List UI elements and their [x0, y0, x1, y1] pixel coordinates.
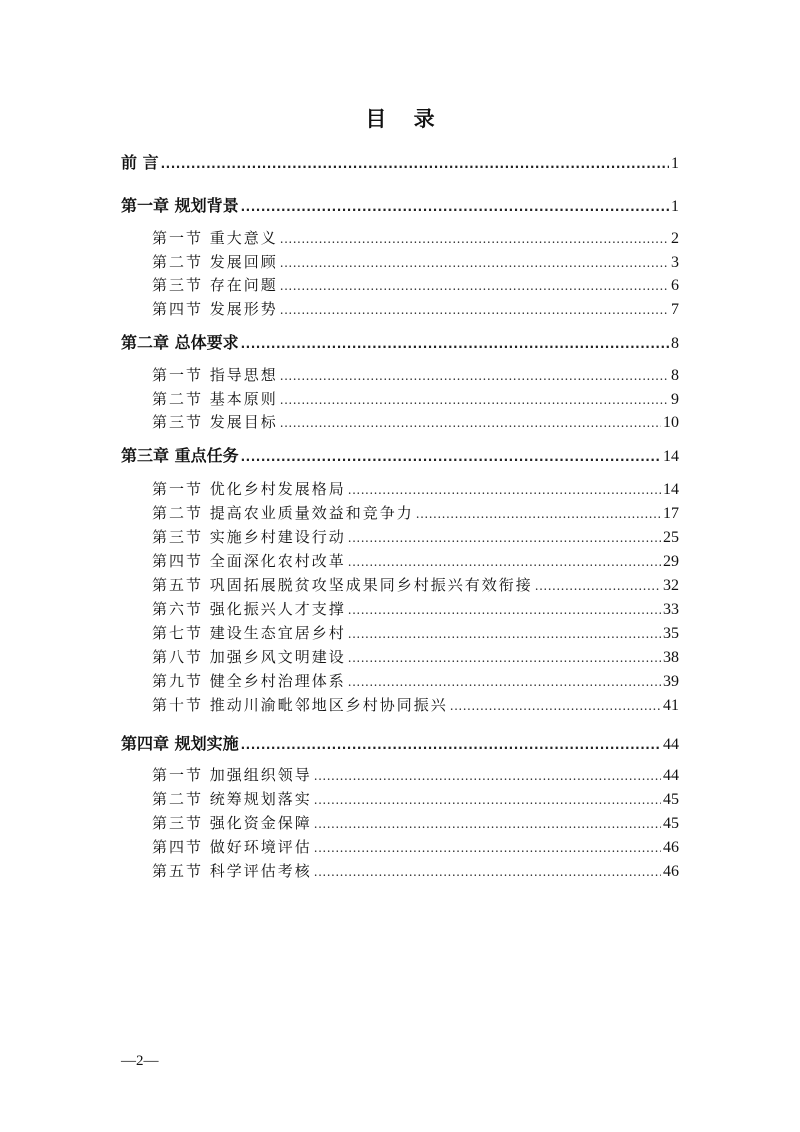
dot-leader [280, 256, 669, 270]
toc-section-label: 第三节 强化资金保障 [152, 814, 312, 832]
toc-page-number: 39 [663, 673, 679, 690]
toc-section-label: 第三节 存在问题 [152, 276, 278, 294]
toc-page-number: 17 [663, 505, 679, 522]
toc-page-number: 8 [671, 367, 679, 384]
toc-section [152, 764, 679, 785]
dot-leader [416, 507, 661, 521]
dot-leader [348, 627, 661, 641]
toc-section-label: 第三节 实施乡村建设行动 [152, 528, 346, 546]
dot-leader [241, 200, 669, 214]
toc-section-label: 第六节 强化振兴人才支撑 [152, 600, 346, 618]
dot-leader [348, 483, 661, 497]
toc-section [152, 478, 679, 499]
toc-page-number: 45 [663, 815, 679, 832]
dot-leader [450, 699, 661, 713]
toc-section-label: 第一节 指导思想 [152, 366, 278, 384]
dot-leader [348, 603, 661, 617]
toc-page-number: 14 [663, 481, 679, 498]
toc-section [152, 622, 679, 643]
dot-leader [314, 793, 661, 807]
toc-entry-label: 前 言 [121, 153, 159, 172]
toc-section-label: 第五节 巩固拓展脱贫攻坚成果同乡村振兴有效衔接 [152, 576, 533, 594]
dot-leader [280, 416, 661, 430]
toc-page-number: 38 [663, 649, 679, 666]
toc-section-label: 第七节 建设生态宜居乡村 [152, 624, 346, 642]
toc-section [152, 526, 679, 547]
toc-page-number: 45 [663, 791, 679, 808]
dot-leader [241, 738, 661, 752]
toc-page-number: 44 [663, 767, 679, 784]
toc-page-number: 6 [671, 277, 679, 294]
toc-page-number: 14 [663, 448, 679, 465]
toc-chapter-label: 第四章 规划实施 [121, 734, 239, 753]
toc-section-label: 第九节 健全乡村治理体系 [152, 672, 346, 690]
dot-leader [314, 769, 661, 783]
toc-section [152, 364, 679, 385]
toc-page-number: 32 [663, 577, 679, 594]
toc-chapter-4 [121, 731, 679, 754]
toc-page-number: 33 [663, 601, 679, 618]
toc-page-number: 9 [671, 391, 679, 408]
toc-section [152, 646, 679, 667]
toc-section [152, 812, 679, 833]
dot-leader [348, 675, 661, 689]
toc-section [152, 788, 679, 809]
toc-section-label: 第八节 加强乡风文明建设 [152, 648, 346, 666]
toc-chapter-label: 第三章 重点任务 [121, 446, 239, 465]
toc-section-label: 第一节 优化乡村发展格局 [152, 480, 346, 498]
toc-page-number: 8 [671, 335, 679, 352]
toc-section-label: 第四节 全面深化农村改革 [152, 552, 346, 570]
toc-section [152, 227, 679, 248]
toc-page-number: 7 [671, 301, 679, 318]
toc-page-number: 10 [663, 414, 679, 431]
toc-section [152, 251, 679, 272]
toc-page-number: 3 [671, 254, 679, 271]
toc-section-label: 第五节 科学评估考核 [152, 862, 312, 880]
toc-section [152, 836, 679, 857]
toc-title: 目 录 [365, 107, 445, 131]
toc-page-number: 41 [663, 697, 679, 714]
toc-chapter-label: 第二章 总体要求 [121, 333, 239, 352]
toc-chapter-3 [121, 443, 679, 466]
toc-chapter-label: 第一章 规划背景 [121, 196, 239, 215]
toc-page-number: 2 [671, 230, 679, 247]
dot-leader [161, 157, 669, 171]
dot-leader [241, 450, 661, 464]
dot-leader [280, 232, 669, 246]
dot-leader [314, 865, 661, 879]
dot-leader [314, 817, 661, 831]
toc-page-number: 46 [663, 863, 679, 880]
toc-page-number: 44 [663, 736, 679, 753]
toc-page-number: 25 [663, 529, 679, 546]
toc-section-label: 第一节 重大意义 [152, 229, 278, 247]
dot-leader [280, 303, 669, 317]
toc-chapter-1 [121, 193, 679, 216]
toc-section [152, 502, 679, 523]
toc-section-label: 第二节 统筹规划落实 [152, 790, 312, 808]
toc-section [152, 574, 679, 595]
dot-leader [348, 531, 661, 545]
toc-page-number: 35 [663, 625, 679, 642]
dot-leader [535, 579, 661, 593]
toc-chapter-2 [121, 330, 679, 353]
dot-leader [280, 393, 669, 407]
toc-section [152, 388, 679, 409]
toc-page-number: 29 [663, 553, 679, 570]
toc-section-label: 第二节 基本原则 [152, 390, 278, 408]
toc-section-label: 第四节 发展形势 [152, 300, 278, 318]
dot-leader [280, 369, 669, 383]
toc-section-label: 第十节 推动川渝毗邻地区乡村协同振兴 [152, 696, 448, 714]
toc-section [152, 298, 679, 319]
dot-leader [348, 555, 661, 569]
toc-section-label: 第一节 加强组织领导 [152, 766, 312, 784]
toc-section [152, 598, 679, 619]
toc-section [152, 694, 679, 715]
toc-section-label: 第二节 提高农业质量效益和竞争力 [152, 504, 414, 522]
dot-leader [280, 279, 669, 293]
toc-section [152, 274, 679, 295]
toc-section-label: 第三节 发展目标 [152, 413, 278, 431]
dot-leader [241, 337, 669, 351]
dot-leader [348, 651, 661, 665]
toc-section [152, 411, 679, 432]
dot-leader [314, 841, 661, 855]
toc-page-number: 1 [671, 198, 679, 215]
toc-section [152, 860, 679, 881]
page-number-footer: —2— [121, 1053, 159, 1069]
toc-section-label: 第二节 发展回顾 [152, 253, 278, 271]
toc-section-label: 第四节 做好环境评估 [152, 838, 312, 856]
toc-section [152, 550, 679, 571]
toc-page-number: 1 [671, 155, 679, 172]
toc-page-number: 46 [663, 839, 679, 856]
toc-section [152, 670, 679, 691]
toc-entry-preface [121, 150, 679, 173]
